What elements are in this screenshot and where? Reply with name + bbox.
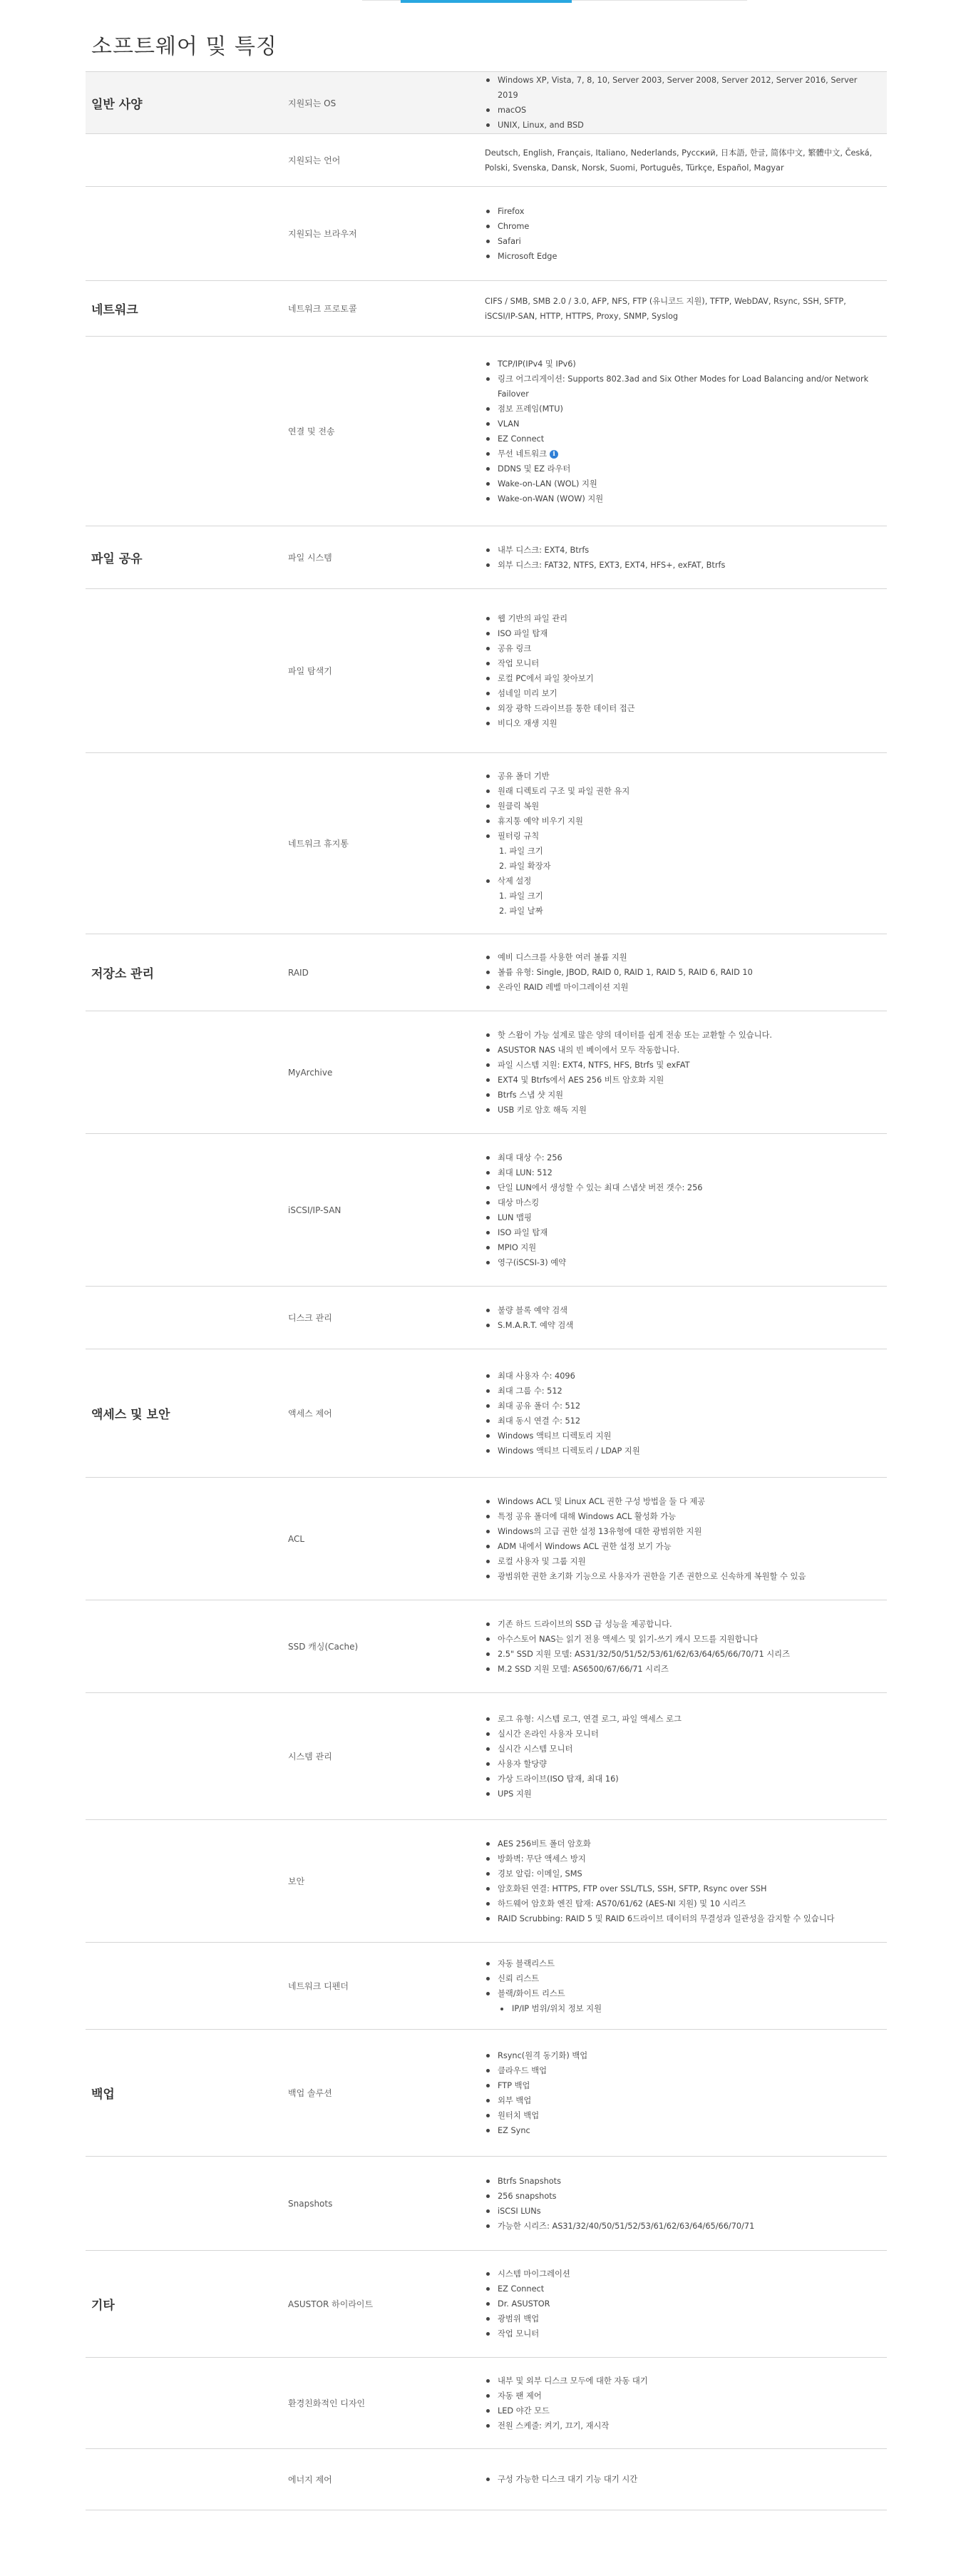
list-item: Windows ACL 및 Linux ACL 권한 구성 방법을 둘 다 제공 (485, 1494, 880, 1509)
list-item: 하드웨어 암호화 엔진 탑재: AS70/61/62 (AES-NI 지원) 및 10 시리즈 (485, 1896, 880, 1911)
list-item: Btrfs 스냅 샷 지원 (485, 1088, 880, 1103)
list-item: 불량 블록 예약 검색 (485, 1303, 880, 1318)
list-item: Safari (485, 234, 880, 249)
spec-value (482, 1349, 887, 1477)
spec-label: ACL (288, 1533, 305, 1544)
list-item: 외부 백업 (485, 2093, 880, 2108)
spec-value (482, 2449, 887, 2510)
list-item: ASUSTOR NAS 내의 빈 베이에서 모두 작동합니다. (485, 1043, 880, 1058)
list-item: 영구(iSCSI-3) 예약 (485, 1255, 880, 1270)
spec-label: 연결 및 전송 (288, 426, 335, 436)
list-item: 방화벽: 무단 액세스 방지 (485, 1851, 880, 1866)
list-item: Windows의 고급 권한 설정 13유형에 대한 광범위한 지원 (485, 1524, 880, 1539)
list-item: M.2 SSD 지원 모델: AS6500/67/66/71 시리즈 (485, 1662, 880, 1677)
list-subitem: 1. 파일 크기 (499, 846, 543, 856)
spec-label: 시스템 관리 (288, 1752, 332, 1762)
list-item: 원래 디렉토리 구조 및 파일 권한 유지 (485, 784, 880, 799)
list-item: 링크 어그리게이션: Supports 802.3ad and Six Other Modes for Load Balancing and/or Network Failover (485, 372, 880, 402)
spec-label: iSCSI/IP-SAN (288, 1205, 341, 1215)
list-subitem: 2. 파일 날짜 (499, 906, 543, 916)
list-item: Microsoft Edge (485, 249, 880, 264)
list-item: 아수스토어 NAS는 읽기 전용 액세스 및 읽기-쓰기 캐시 모드를 지원합니다 (485, 1632, 880, 1647)
list-item: 최대 사용자 수: 4096 (485, 1369, 880, 1384)
list-item: 핫 스왑이 가능 설계로 많은 양의 데이터를 쉽게 전송 또는 교환할 수 있습니다. (485, 1028, 880, 1043)
category-access-security: 액세스 및 보안 (91, 1408, 170, 1422)
list-item: 2.5" SSD 지원 모델: AS31/32/50/51/52/53/61/62/63/64/65/66/70/71 시리즈 (485, 1647, 880, 1662)
spec-label: 백업 솔루션 (288, 2088, 332, 2098)
list-item: 작업 모니터 (485, 2326, 880, 2341)
category-storage: 저장소 관리 (91, 967, 155, 981)
category-network: 네트워크 (91, 303, 138, 317)
list-item: Windows 액티브 디렉토리 지원 (485, 1428, 880, 1443)
list-item: 점보 프레임(MTU) (485, 402, 880, 416)
spec-label: 파일 시스템 (288, 553, 332, 563)
spec-value (482, 72, 887, 133)
list-item: 원터치 백업 (485, 2108, 880, 2123)
list-item: 구성 가능한 디스크 대기 기능 대기 시간 (485, 2472, 880, 2487)
spec-row-backup-solutions (86, 2030, 887, 2157)
list-item: 특정 공유 폴더에 대해 Windows ACL 활성화 가능 (485, 1509, 880, 1524)
spec-row-disk-management (86, 1287, 887, 1349)
spec-row-acl (86, 1478, 887, 1600)
list-item: 가능한 시리즈: AS31/32/40/50/51/52/53/61/62/63/64/65/66/70/71 (485, 2219, 880, 2234)
list-item: Dr. ASUSTOR (485, 2296, 880, 2311)
spec-label: 파일 탐색기 (288, 666, 332, 676)
list-item: LUN 맵핑 (485, 1210, 880, 1225)
list-item: 비디오 재생 지원 (485, 716, 880, 731)
list-item: UNIX, Linux, and BSD (485, 118, 880, 133)
list-item: ADM 내에서 Windows ACL 권한 설정 보기 가능 (485, 1539, 880, 1554)
spec-label: 지원되는 OS (288, 98, 336, 108)
category-backup: 백업 (91, 2087, 115, 2102)
spec-label: 환경친화적인 디자인 (288, 2398, 366, 2408)
spec-value (482, 1943, 887, 2029)
list-item: 외부 디스크: FAT32, NTFS, EXT3, EXT4, HFS+, exFAT, Btrfs (485, 558, 880, 573)
spec-row-energy-control (86, 2449, 887, 2510)
category-general: 일반 사양 (91, 97, 143, 112)
list-item: Rsync(원격 동기화) 백업 (485, 2048, 880, 2063)
list-item: EZ Connect (485, 2281, 880, 2296)
list-item: iSCSI LUNs (485, 2204, 880, 2219)
list-item: Firefox (485, 204, 880, 219)
active-tab-indicator (401, 0, 572, 3)
list-item: 로그 유형: 시스템 로그, 연결 로그, 파일 액세스 로그 (485, 1712, 880, 1727)
list-item: LED 야간 모드 (485, 2403, 880, 2418)
spec-label: 지원되는 언어 (288, 155, 341, 165)
spec-row-ssd-cache (86, 1600, 887, 1693)
list-item: 내부 디스크: EXT4, Btrfs (485, 543, 880, 558)
list-item: Windows XP, Vista, 7, 8, 10, Server 2003, Server 2008, Server 2012, Server 2016, Server 2019 (485, 73, 880, 103)
list-item: 최대 대상 수: 256 (485, 1150, 880, 1165)
spec-value (482, 1011, 887, 1133)
list-item: FTP 백업 (485, 2078, 880, 2093)
spec-value (482, 1287, 887, 1349)
spec-row-supported-os (86, 71, 887, 134)
list-item: 원클릭 복원 (485, 799, 880, 814)
spec-value (482, 2251, 887, 2357)
list-item: macOS (485, 103, 880, 118)
list-item: 볼륨 유형: Single, JBOD, RAID 0, RAID 1, RAID 5, RAID 6, RAID 10 (485, 965, 880, 980)
spec-row-file-system (86, 526, 887, 589)
spec-label: 네트워크 휴지통 (288, 839, 349, 849)
spec-row-security (86, 1820, 887, 1943)
spec-label: MyArchive (288, 1067, 333, 1078)
spec-row-myarchive (86, 1011, 887, 1134)
spec-label: 에너지 제어 (288, 2475, 332, 2485)
category-file-sharing: 파일 공유 (91, 552, 143, 566)
spec-label: 네트워크 디펜더 (288, 1981, 349, 1991)
list-item: Btrfs Snapshots (485, 2174, 880, 2189)
list-item: ISO 파일 탑재 (485, 1225, 880, 1240)
list-item: 자동 팬 제어 (485, 2388, 880, 2403)
spec-value (482, 2358, 887, 2448)
spec-row-access-control (86, 1349, 887, 1478)
list-item: 삭제 설정 (485, 874, 880, 889)
top-tab-bar (0, 0, 961, 10)
list-item-wireless: 무선 네트워크 i (485, 446, 880, 461)
list-subitem: IP/IP 범위/위치 정보 지원 (485, 2001, 880, 2016)
list-item: 최대 동시 연결 수: 512 (485, 1414, 880, 1428)
spec-label: Snapshots (288, 2198, 333, 2209)
list-item: UPS 지원 (485, 1787, 880, 1801)
list-item: 작업 모니터 (485, 656, 880, 671)
list-item: AES 256비트 폴더 암호화 (485, 1836, 880, 1851)
list-item: EZ Sync (485, 2123, 880, 2138)
list-item: Wake-on-WAN (WOW) 지원 (485, 491, 880, 506)
list-item: 섬네일 미리 보기 (485, 686, 880, 701)
protocol-list: CIFS / SMB, SMB 2.0 / 3.0, AFP, NFS, FTP (유니코드 지원), TFTP, WebDAV, Rsync, SSH, SFTP, iSCSI/IP-SAN, HTTP, HTTPS, Proxy, SNMP, Syslog (485, 296, 846, 321)
list-item: 온라인 RAID 레벨 마이그레이션 지원 (485, 980, 880, 995)
list-item: 가상 드라이브(ISO 탑재, 최대 16) (485, 1772, 880, 1787)
spec-value (482, 187, 887, 280)
list-item: ISO 파일 탑재 (485, 626, 880, 641)
category-other: 기타 (91, 2299, 115, 2313)
list-item: VLAN (485, 416, 880, 431)
spec-row-asustor-highlights (86, 2251, 887, 2358)
spec-label: 디스크 관리 (288, 1313, 332, 1323)
list-item: EXT4 및 Btrfs에서 AES 256 비트 암호화 지원 (485, 1073, 880, 1088)
list-item: RAID Scrubbing: RAID 5 및 RAID 6드라이브 데이터의 무결성과 일관성을 감지할 수 있습니다 (485, 1911, 880, 1926)
list-item: 최대 그룹 수: 512 (485, 1384, 880, 1399)
list-item: Chrome (485, 219, 880, 234)
list-item: 신뢰 리스트 (485, 1971, 880, 1986)
list-item: Windows 액티브 디렉토리 / LDAP 지원 (485, 1443, 880, 1458)
spec-value (482, 1820, 887, 1942)
spec-label: 네트워크 프로토콜 (288, 304, 357, 314)
list-item: 예비 디스크를 사용한 여러 볼륨 지원 (485, 950, 880, 965)
list-item: 필터링 규칙 (485, 829, 880, 844)
list-item: TCP/IP(IPv4 및 IPv6) (485, 357, 880, 372)
spec-row-languages (86, 134, 887, 187)
list-item: 256 snapshots (485, 2189, 880, 2204)
list-item: 웹 기반의 파일 관리 (485, 611, 880, 626)
spec-value (482, 134, 887, 186)
list-item: 사용자 할당량 (485, 1757, 880, 1772)
list-item: 실시간 시스템 모니터 (485, 1742, 880, 1757)
spec-label: RAID (288, 967, 309, 978)
page-title: 소프트웨어 및 특징 (91, 34, 277, 59)
spec-row-browsers (86, 187, 887, 281)
list-item: 휴지통 예약 비우기 지원 (485, 814, 880, 829)
spec-label: SSD 캐싱(Cache) (288, 1642, 359, 1652)
list-item: 기존 하드 드라이브의 SSD 급 성능을 제공합니다. (485, 1617, 880, 1632)
list-item: MPIO 지원 (485, 1240, 880, 1255)
spec-value (482, 526, 887, 588)
spec-row-raid (86, 934, 887, 1011)
spec-row-system-management (86, 1693, 887, 1820)
spec-row-eco-design (86, 2358, 887, 2449)
list-item: 자동 블랙리스트 (485, 1956, 880, 1971)
spec-table (86, 71, 887, 2510)
spec-value (482, 753, 887, 934)
spec-value (482, 281, 887, 336)
list-item: USB 키로 암호 해독 지원 (485, 1103, 880, 1118)
spec-value (482, 337, 887, 526)
spec-row-snapshots (86, 2157, 887, 2251)
list-item: 내부 및 외부 디스크 모두에 대한 자동 대기 (485, 2373, 880, 2388)
spec-row-iscsi (86, 1134, 887, 1287)
list-item: 블랙/화이트 리스트 (485, 1986, 880, 2001)
spec-label: 액세스 제어 (288, 1409, 332, 1419)
list-item: DDNS 및 EZ 라우터 (485, 461, 880, 476)
spec-row-network-defender (86, 1943, 887, 2030)
list-item: 대상 마스킹 (485, 1195, 880, 1210)
list-item: S.M.A.R.T. 예약 검색 (485, 1318, 880, 1333)
info-icon[interactable]: i (550, 450, 558, 459)
spec-value (482, 2030, 887, 2156)
spec-label: ASUSTOR 하이라이트 (288, 2299, 374, 2309)
spec-value (482, 1693, 887, 1819)
spec-value (482, 1134, 887, 1286)
list-item: 단일 LUN에서 생성할 수 있는 최대 스냅샷 버전 갯수: 256 (485, 1180, 880, 1195)
list-item: 공유 폴더 기반 (485, 769, 880, 784)
list-subitem: 2. 파일 확장자 (499, 861, 551, 871)
list-item: 경보 알림: 이메일, SMS (485, 1866, 880, 1881)
list-item: 실시간 온라인 사용자 모니터 (485, 1727, 880, 1742)
list-item: EZ Connect (485, 431, 880, 446)
list-item: 최대 LUN: 512 (485, 1165, 880, 1180)
list-item: 전원 스케줄: 켜기, 끄기, 재시작 (485, 2418, 880, 2433)
list-item: 클라우드 백업 (485, 2063, 880, 2078)
spec-row-connection (86, 337, 887, 526)
list-item: 최대 공유 폴더 수: 512 (485, 1399, 880, 1414)
list-item: 로컬 PC에서 파일 찾아보기 (485, 671, 880, 686)
spec-label: 지원되는 브라우저 (288, 229, 357, 239)
spec-value (482, 1600, 887, 1692)
spec-value (482, 2157, 887, 2250)
spec-row-network-recycle-bin (86, 753, 887, 934)
spec-value (482, 1478, 887, 1600)
list-subitem: 1. 파일 크기 (499, 891, 543, 901)
list-item: 외장 광학 드라이브를 통한 데이터 접근 (485, 701, 880, 716)
list-item: 광범위한 권한 초기화 기능으로 사용자가 권한을 기존 권한으로 신속하게 복원할 수 있음 (485, 1569, 880, 1584)
spec-label: 보안 (288, 1876, 305, 1886)
list-item: 로컬 사용자 및 그룹 지원 (485, 1554, 880, 1569)
list-item: 파일 시스템 지원: EXT4, NTFS, HFS, Btrfs 및 exFAT (485, 1058, 880, 1073)
list-item: 공유 링크 (485, 641, 880, 656)
spec-row-network-protocols (86, 281, 887, 337)
list-item: Wake-on-LAN (WOL) 지원 (485, 476, 880, 491)
language-list: Deutsch, English, Français, Italiano, Nederlands, Русский, 日本語, 한글, 简体中文, 繁體中文, Česká, Polski, Svenska, Dansk, Norsk, Suomi, Português, Türkçe, Español, Magyar (485, 148, 873, 173)
list-item: 시스템 마이그레이션 (485, 2266, 880, 2281)
spec-value (482, 934, 887, 1011)
list-item: 암호화된 연결: HTTPS, FTP over SSL/TLS, SSH, SFTP, Rsync over SSH (485, 1881, 880, 1896)
spec-value (482, 589, 887, 752)
list-item: 광범위 백업 (485, 2311, 880, 2326)
spec-row-file-explorer (86, 589, 887, 753)
